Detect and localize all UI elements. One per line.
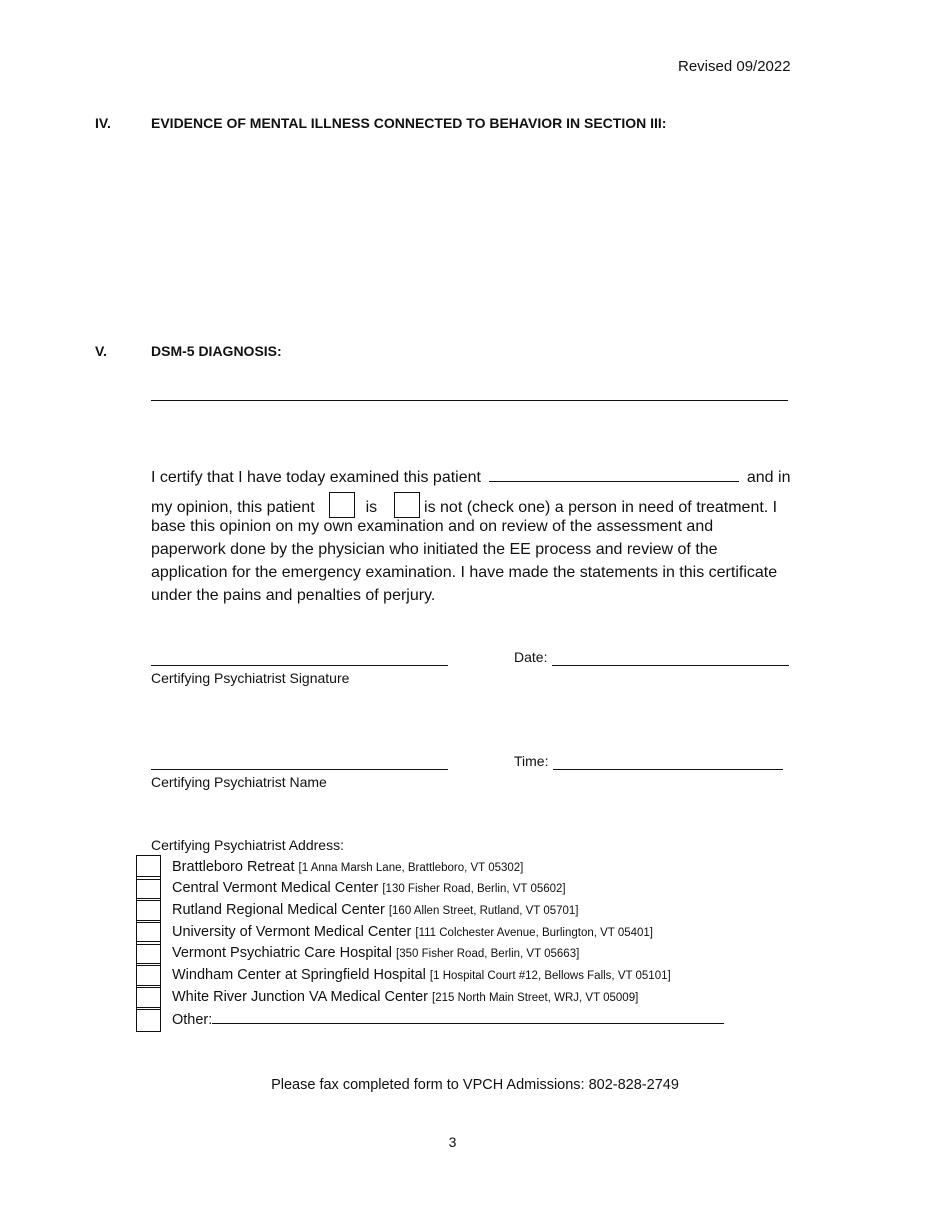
section-iv-title: EVIDENCE OF MENTAL ILLNESS CONNECTED TO BEHAVIOR IN SECTION III: [151, 115, 667, 131]
facility-option[interactable] [136, 924, 856, 946]
facility-option[interactable] [136, 989, 856, 1011]
facility-name: Central Vermont Medical Center [172, 880, 379, 896]
facility-address: [215 North Main Street, WRJ, VT 05009] [432, 992, 639, 1004]
facility-address: [111 Colchester Avenue, Burlington, VT 05401] [415, 927, 653, 939]
page-number: 3 [448, 1134, 457, 1150]
date-label: Date: [514, 649, 548, 665]
facility-address: [160 Allen Street, Rutland, VT 05701] [388, 905, 579, 917]
facility-option[interactable] [136, 902, 856, 924]
other-input-line[interactable] [212, 1011, 724, 1024]
signature-line[interactable] [151, 665, 448, 666]
section-v-title: DSM-5 DIAGNOSIS: [151, 343, 282, 359]
cert-line5: application for the emergency examination. I have made the statements in this certificate [151, 564, 778, 581]
section-iv-number: IV. [95, 115, 111, 131]
date-input-line[interactable] [552, 665, 789, 666]
certification-paragraph [151, 466, 851, 607]
revision-date: Revised 09/2022 [678, 58, 791, 75]
patient-name-line[interactable] [489, 467, 739, 482]
facility-name: Windham Center at Springfield Hospital [172, 967, 426, 983]
facility-address: [1 Anna Marsh Lane, Brattleboro, VT 05302] [298, 862, 524, 874]
facility-option[interactable] [136, 967, 856, 989]
facility-name: Rutland Regional Medical Center [172, 902, 385, 918]
psychiatrist-name-line[interactable] [151, 769, 448, 770]
section-v-number: V. [95, 343, 107, 359]
address-title: Certifying Psychiatrist Address: [151, 837, 344, 853]
psychiatrist-name-label: Certifying Psychiatrist Name [151, 774, 327, 790]
facility-option-other[interactable] [136, 1011, 856, 1033]
cert-line4: paperwork done by the physician who initiated the EE process and review of the [151, 541, 718, 558]
cert-is-label: is [365, 499, 378, 516]
cert-line6: under the pains and penalties of perjury. [151, 587, 436, 604]
facility-name: Vermont Psychiatric Care Hospital [172, 945, 392, 961]
facility-option[interactable] [136, 880, 856, 902]
cert-line3: base this opinion on my own examination and on review of the assessment and [151, 518, 714, 535]
diagnosis-input-line[interactable] [151, 400, 788, 401]
time-label: Time: [514, 753, 549, 769]
time-input-line[interactable] [553, 769, 783, 770]
facility-name: Brattleboro Retreat [172, 859, 295, 875]
facility-checkbox-other[interactable] [136, 1007, 161, 1032]
cert-line2-start: my opinion, this patient [151, 499, 315, 516]
facility-name: White River Junction VA Medical Center [172, 989, 429, 1005]
facility-option[interactable] [136, 945, 856, 967]
section-iv-answer-area[interactable] [151, 140, 831, 330]
cert-line2-end: is not (check one) a person in need of treatment. I [424, 499, 778, 516]
other-label: Other: [172, 1012, 213, 1028]
cert-line1-start: I certify that I have today examined this patient [151, 469, 481, 486]
facility-address: [1 Hospital Court #12, Bellows Falls, VT 05101] [429, 970, 671, 982]
cert-line1-end: and in [746, 469, 791, 486]
facility-name: University of Vermont Medical Center [172, 924, 412, 940]
facility-address: [350 Fisher Road, Berlin, VT 05663] [396, 948, 580, 960]
signature-label: Certifying Psychiatrist Signature [151, 670, 350, 686]
facility-address: [130 Fisher Road, Berlin, VT 05602] [382, 883, 566, 895]
facility-option[interactable] [136, 859, 856, 881]
fax-instruction: Please fax completed form to VPCH Admissions: 802-828-2749 [271, 1077, 679, 1093]
